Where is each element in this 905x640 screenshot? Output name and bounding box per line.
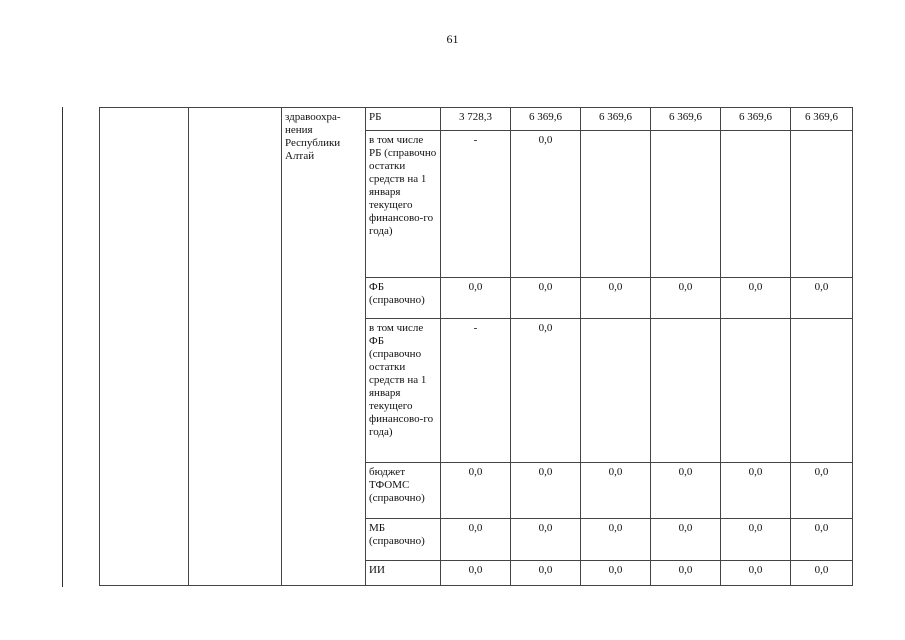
value-cell: 6 369,6 [511,108,581,131]
value-cell: 0,0 [511,278,581,319]
value-cell: - [441,131,511,278]
value-cell: 0,0 [791,278,853,319]
value-cell: 0,0 [651,561,721,586]
value-cell: 0,0 [791,463,853,519]
value-cell: 0,0 [441,561,511,586]
value-cell: 0,0 [581,519,651,561]
blank-column-cell [189,108,282,586]
value-cell: 0,0 [721,278,791,319]
value-cell [651,131,721,278]
value-cell: - [441,319,511,463]
value-cell [721,131,791,278]
value-cell: 0,0 [511,561,581,586]
value-cell: 0,0 [441,278,511,319]
value-cell: 0,0 [581,278,651,319]
value-cell: 6 369,6 [651,108,721,131]
funding-source-cell: в том числе РБ (справочно остатки средств на 1 января текущего финансово-го года) [366,131,441,278]
value-cell: 0,0 [791,561,853,586]
value-cell [791,131,853,278]
blank-column-cell [100,108,189,586]
value-cell: 6 369,6 [721,108,791,131]
value-cell: 0,0 [651,519,721,561]
value-cell: 3 728,3 [441,108,511,131]
value-cell: 0,0 [511,319,581,463]
funding-source-cell: в том числе ФБ (справочно остатки средств на 1 января текущего финансово-го года) [366,319,441,463]
page-number: 61 [446,32,459,46]
value-cell: 0,0 [511,519,581,561]
left-margin-rule [62,107,63,587]
funding-source-cell: РБ [366,108,441,131]
value-cell: 0,0 [441,463,511,519]
value-cell: 0,0 [721,519,791,561]
funding-source-cell: ИИ [366,561,441,586]
value-cell: 0,0 [791,519,853,561]
value-cell: 0,0 [441,519,511,561]
value-cell: 6 369,6 [791,108,853,131]
value-cell: 6 369,6 [581,108,651,131]
value-cell: 0,0 [581,561,651,586]
table-row [100,108,853,131]
value-cell: 0,0 [511,463,581,519]
value-cell: 0,0 [651,278,721,319]
value-cell [581,319,651,463]
funding-source-cell: МБ (справочно) [366,519,441,561]
value-cell: 0,0 [721,561,791,586]
value-cell: 0,0 [651,463,721,519]
executor-cell: здравоохра- нения Республики Алтай [282,108,366,586]
value-cell [791,319,853,463]
value-cell: 0,0 [511,131,581,278]
value-cell: 0,0 [581,463,651,519]
value-cell: 0,0 [721,463,791,519]
budget-table [99,107,853,586]
funding-source-cell: бюджет ТФОМС (справочно) [366,463,441,519]
value-cell [651,319,721,463]
value-cell [721,319,791,463]
value-cell [581,131,651,278]
funding-source-cell: ФБ (справочно) [366,278,441,319]
